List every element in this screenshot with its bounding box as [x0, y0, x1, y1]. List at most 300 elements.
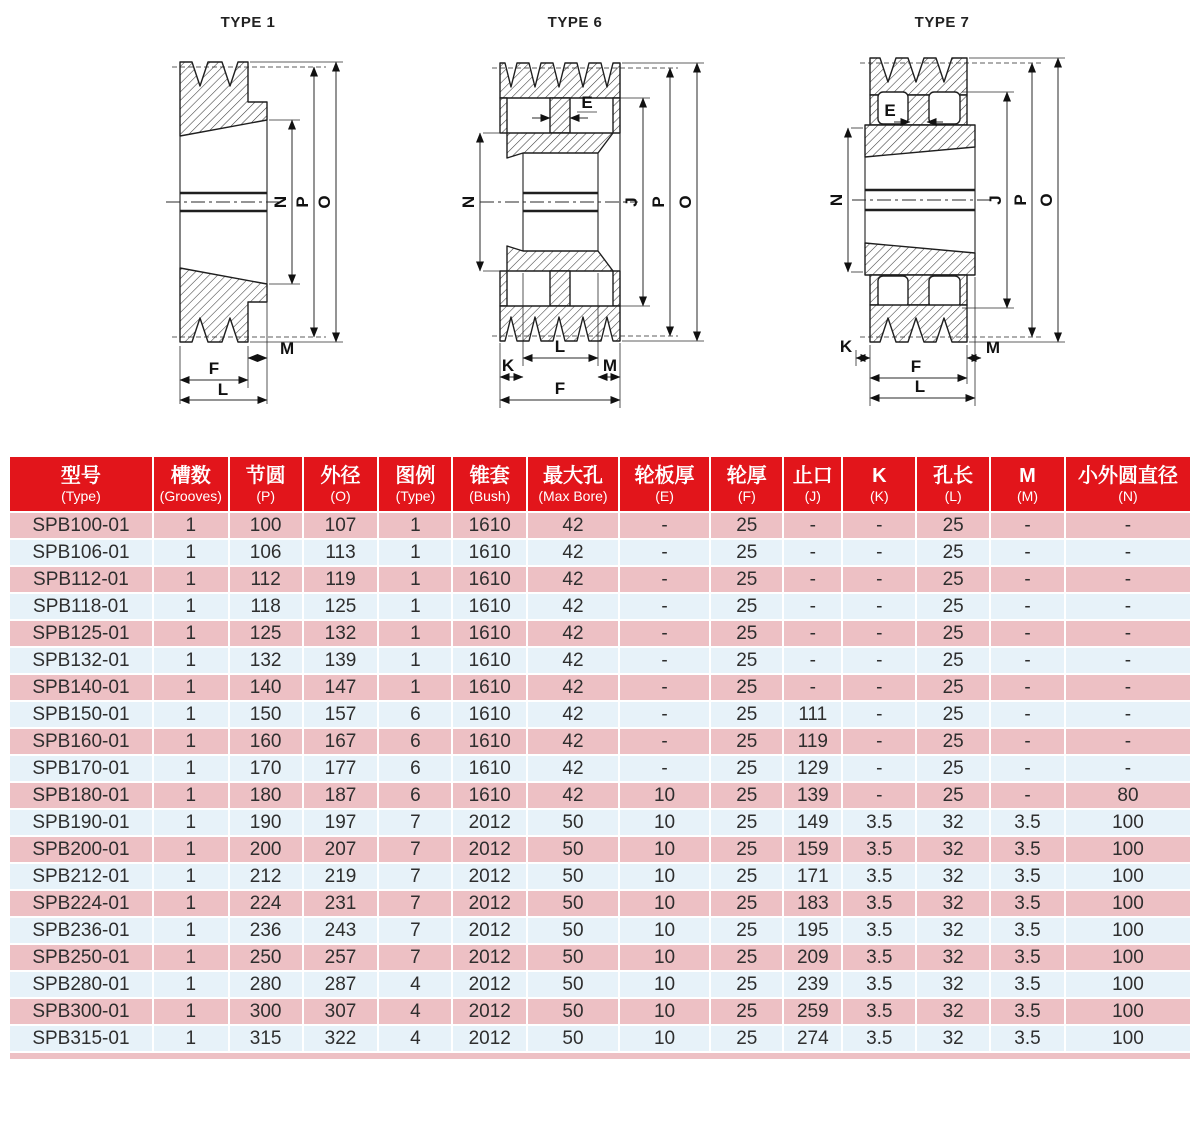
lightening-window: [878, 276, 908, 308]
table-cell: 1: [153, 836, 229, 863]
table-row: [9, 998, 1191, 1025]
type1-pulley-drawing: [130, 40, 410, 410]
table-cell: 315: [229, 1025, 303, 1052]
table-cell: 42: [527, 539, 619, 566]
table-cell: -: [990, 782, 1065, 809]
table-cell: 195: [783, 917, 842, 944]
dim-label-p: P: [293, 196, 312, 208]
table-cell: 129: [783, 755, 842, 782]
table-cell: 1610: [452, 620, 527, 647]
table-cell: 25: [710, 917, 783, 944]
table-cell: 243: [303, 917, 379, 944]
table-cell: 250: [229, 944, 303, 971]
table-cell: 190: [229, 809, 303, 836]
table-cell: 3.5: [990, 944, 1065, 971]
table-cell: -: [990, 593, 1065, 620]
table-cell: 170: [229, 755, 303, 782]
table-cell: 6: [378, 755, 452, 782]
type6-dimensions: [459, 63, 704, 408]
dim-label-p: P: [649, 196, 668, 208]
table-cell: -: [619, 755, 711, 782]
table-cell: 3.5: [990, 1025, 1065, 1052]
table-cell: 10: [619, 917, 711, 944]
table-cell: 2012: [452, 917, 527, 944]
diagram-title-type6: TYPE 6: [547, 14, 603, 31]
table-cell: -: [783, 647, 842, 674]
table-cell: 50: [527, 809, 619, 836]
table-cell: 25: [916, 647, 990, 674]
table-cell: -: [842, 701, 916, 728]
table-cell: 3.5: [990, 971, 1065, 998]
table-cell: 100: [1065, 836, 1191, 863]
table-cell: 1: [153, 782, 229, 809]
table-cell: 1610: [452, 701, 527, 728]
table-cell: 1610: [452, 755, 527, 782]
table-cell: 50: [527, 917, 619, 944]
table-cell: 25: [710, 647, 783, 674]
column-header-en: (Type): [61, 488, 101, 504]
table-cell: SPB112-01: [9, 566, 153, 593]
column-header: [378, 456, 452, 512]
table-cell: -: [619, 593, 711, 620]
column-header: [303, 456, 379, 512]
pulley-spec-table: [8, 455, 1192, 1053]
table-cell: 4: [378, 998, 452, 1025]
table-cell: 42: [527, 782, 619, 809]
table-cell: -: [619, 647, 711, 674]
table-cell: 224: [229, 890, 303, 917]
table-cell: -: [990, 620, 1065, 647]
column-header-en: (Grooves): [159, 488, 222, 504]
table-row: [9, 701, 1191, 728]
table-cell: 42: [527, 647, 619, 674]
table-row: [9, 593, 1191, 620]
table-cell: -: [783, 512, 842, 539]
table-cell: 25: [710, 782, 783, 809]
dim-label-o: O: [315, 195, 334, 209]
table-cell: 2012: [452, 836, 527, 863]
table-cell: 107: [303, 512, 379, 539]
table-cell: 149: [783, 809, 842, 836]
table-cell: 1: [153, 620, 229, 647]
table-cell: 25: [710, 512, 783, 539]
table-cell: 50: [527, 890, 619, 917]
table-cell: 171: [783, 863, 842, 890]
table-cell: -: [842, 674, 916, 701]
table-cell: 1: [378, 647, 452, 674]
table-cell: 32: [916, 809, 990, 836]
table-cell: 7: [378, 863, 452, 890]
table-cell: -: [990, 539, 1065, 566]
table-cell: 32: [916, 890, 990, 917]
table-row: [9, 512, 1191, 539]
table-cell: SPB224-01: [9, 890, 153, 917]
table-cell: 7: [378, 836, 452, 863]
table-cell: SPB118-01: [9, 593, 153, 620]
column-header-zh: 孔长: [933, 465, 974, 487]
table-cell: 32: [916, 917, 990, 944]
table-cell: 100: [1065, 809, 1191, 836]
table-row: [9, 890, 1191, 917]
dim-label-m: M: [280, 339, 295, 358]
table-cell: 3.5: [842, 1025, 916, 1052]
dim-label-l: L: [554, 337, 566, 356]
column-header-zh: 小外圆直径: [1077, 465, 1178, 487]
table-cell: 1: [378, 620, 452, 647]
table-cell: 212: [229, 863, 303, 890]
table-cell: 197: [303, 809, 379, 836]
dim-label-k: K: [501, 356, 515, 375]
table-cell: 3.5: [842, 971, 916, 998]
table-cell: 4: [378, 1025, 452, 1052]
table-cell: 287: [303, 971, 379, 998]
table-cell: 236: [229, 917, 303, 944]
table-cell: 1610: [452, 728, 527, 755]
table-cell: 3.5: [842, 998, 916, 1025]
column-header-en: (Type): [395, 488, 436, 504]
table-cell: 1: [153, 917, 229, 944]
table-cell: 1: [153, 593, 229, 620]
table-cell: SPB140-01: [9, 674, 153, 701]
table-cell: SPB106-01: [9, 539, 153, 566]
column-header: [710, 456, 783, 512]
column-header-zh: K: [872, 465, 887, 487]
table-cell: 2012: [452, 890, 527, 917]
table-cell: 3.5: [842, 863, 916, 890]
table-cell: 42: [527, 674, 619, 701]
table-cell: 119: [303, 566, 379, 593]
table-cell: 25: [710, 566, 783, 593]
table-cell: 1610: [452, 782, 527, 809]
table-cell: 10: [619, 971, 711, 998]
spec-table-section: [8, 455, 1192, 1059]
table-cell: -: [1065, 674, 1191, 701]
lightening-window: [929, 92, 960, 124]
column-header-en: (K): [869, 488, 889, 504]
table-cell: 50: [527, 944, 619, 971]
table-cell: 1: [153, 512, 229, 539]
table-cell: 180: [229, 782, 303, 809]
column-header: [842, 456, 916, 512]
table-cell: 25: [710, 593, 783, 620]
dim-label-l: L: [217, 380, 229, 399]
table-cell: 231: [303, 890, 379, 917]
table-cell: -: [783, 674, 842, 701]
table-cell: -: [990, 566, 1065, 593]
table-cell: 1: [378, 512, 452, 539]
table-cell: -: [619, 566, 711, 593]
table-cell: 6: [378, 782, 452, 809]
table-cell: 25: [710, 863, 783, 890]
table-cell: -: [1065, 620, 1191, 647]
table-cell: 32: [916, 863, 990, 890]
table-cell: 280: [229, 971, 303, 998]
table-cell: 100: [1065, 998, 1191, 1025]
table-cell: 10: [619, 890, 711, 917]
table-cell: -: [1065, 566, 1191, 593]
table-cell: 159: [783, 836, 842, 863]
column-header: [452, 456, 527, 512]
table-cell: 25: [916, 593, 990, 620]
column-header: [619, 456, 711, 512]
table-cell: -: [783, 539, 842, 566]
table-cell: 259: [783, 998, 842, 1025]
column-header: [1065, 456, 1191, 512]
table-cell: 10: [619, 782, 711, 809]
table-cell: 139: [783, 782, 842, 809]
type6-pulley-drawing: [450, 40, 750, 420]
table-cell: 50: [527, 836, 619, 863]
table-cell: 25: [916, 566, 990, 593]
column-header: [990, 456, 1065, 512]
table-cell: 307: [303, 998, 379, 1025]
table-cell: 1: [378, 539, 452, 566]
dim-label-j: J: [622, 197, 641, 207]
table-cell: 118: [229, 593, 303, 620]
table-cell: 25: [710, 728, 783, 755]
table-cell: 1: [378, 566, 452, 593]
dim-label-n: N: [459, 195, 478, 209]
table-cell: 1: [153, 728, 229, 755]
table-cell: 1610: [452, 566, 527, 593]
table-row: [9, 755, 1191, 782]
table-cell: 274: [783, 1025, 842, 1052]
table-cell: 10: [619, 998, 711, 1025]
dim-label-n: N: [827, 193, 846, 207]
table-cell: SPB280-01: [9, 971, 153, 998]
table-cell: 32: [916, 998, 990, 1025]
table-cell: 1: [153, 971, 229, 998]
table-cell: 7: [378, 944, 452, 971]
table-cell: 150: [229, 701, 303, 728]
table-cell: 2012: [452, 863, 527, 890]
table-cell: 239: [783, 971, 842, 998]
table-cell: 25: [916, 539, 990, 566]
table-cell: 10: [619, 944, 711, 971]
table-cell: 1: [153, 674, 229, 701]
table-cell: 4: [378, 971, 452, 998]
table-cell: SPB190-01: [9, 809, 153, 836]
table-cell: 10: [619, 863, 711, 890]
table-cell: 139: [303, 647, 379, 674]
table-cell: -: [842, 566, 916, 593]
table-cell: 25: [710, 620, 783, 647]
column-header-en: (N): [1118, 488, 1138, 504]
table-cell: 207: [303, 836, 379, 863]
table-row: [9, 809, 1191, 836]
column-header: [9, 456, 153, 512]
table-cell: 50: [527, 863, 619, 890]
table-cell: 1: [153, 809, 229, 836]
table-cell: 3.5: [842, 944, 916, 971]
table-cell: SPB236-01: [9, 917, 153, 944]
table-row: [9, 1025, 1191, 1052]
table-cell: -: [842, 782, 916, 809]
table-cell: 32: [916, 944, 990, 971]
table-row: [9, 782, 1191, 809]
table-cell: 106: [229, 539, 303, 566]
table-cell: 125: [303, 593, 379, 620]
column-header-zh: 型号: [60, 465, 101, 487]
table-cell: -: [842, 512, 916, 539]
table-cell: SPB100-01: [9, 512, 153, 539]
table-cell: -: [619, 539, 711, 566]
column-header-zh: 锥套: [469, 465, 510, 487]
table-cell: 3.5: [842, 890, 916, 917]
column-header-en: (M): [1017, 488, 1039, 504]
table-cell: -: [990, 512, 1065, 539]
table-cell: 7: [378, 809, 452, 836]
table-cell: 157: [303, 701, 379, 728]
table-cell: 3.5: [990, 890, 1065, 917]
table-cell: 100: [229, 512, 303, 539]
table-cell: 3.5: [990, 863, 1065, 890]
table-cell: 100: [1065, 890, 1191, 917]
column-header: [916, 456, 990, 512]
column-header-zh: 图例: [395, 465, 436, 487]
table-cell: -: [990, 728, 1065, 755]
diagram-title-type7: TYPE 7: [914, 14, 970, 31]
table-cell: SPB212-01: [9, 863, 153, 890]
column-header-en: (O): [330, 488, 351, 504]
column-header-zh: 轮厚: [726, 465, 767, 487]
table-cell: -: [783, 593, 842, 620]
dim-label-f: F: [910, 357, 922, 376]
table-cell: 3.5: [842, 836, 916, 863]
table-cell: 42: [527, 512, 619, 539]
table-cell: 25: [916, 701, 990, 728]
table-cell: -: [783, 566, 842, 593]
table-cell: SPB315-01: [9, 1025, 153, 1052]
column-header: [153, 456, 229, 512]
table-cell: 219: [303, 863, 379, 890]
table-cell: 1: [153, 1025, 229, 1052]
table-cell: 257: [303, 944, 379, 971]
table-cell: 1610: [452, 647, 527, 674]
table-cell: SPB250-01: [9, 944, 153, 971]
diagram-title-type1: TYPE 1: [220, 14, 276, 31]
table-cell: -: [842, 620, 916, 647]
table-cell: 2012: [452, 944, 527, 971]
table-cell: 209: [783, 944, 842, 971]
table-cell: 1610: [452, 674, 527, 701]
table-cell: 6: [378, 728, 452, 755]
table-row: [9, 674, 1191, 701]
column-header-zh: 止口: [792, 465, 833, 487]
column-header-zh: 槽数: [170, 465, 211, 487]
column-header: [527, 456, 619, 512]
table-cell: 3.5: [990, 836, 1065, 863]
table-cell: 50: [527, 971, 619, 998]
table-cell: 322: [303, 1025, 379, 1052]
table-cell: 1: [378, 593, 452, 620]
table-row: [9, 539, 1191, 566]
table-cell: 50: [527, 1025, 619, 1052]
table-cell: 2012: [452, 971, 527, 998]
table-cell: 80: [1065, 782, 1191, 809]
lightening-window: [929, 276, 960, 308]
type7-pulley-drawing: [810, 40, 1110, 430]
table-cell: -: [1065, 593, 1191, 620]
table-cell: -: [619, 701, 711, 728]
table-cell: 32: [916, 836, 990, 863]
column-header-en: (E): [655, 488, 674, 504]
table-cell: 167: [303, 728, 379, 755]
table-cell: -: [842, 539, 916, 566]
table-cell: 25: [710, 890, 783, 917]
table-cell: 42: [527, 566, 619, 593]
column-header-zh: 最大孔: [542, 465, 603, 487]
dim-label-o: O: [1037, 193, 1056, 207]
table-cell: SPB300-01: [9, 998, 153, 1025]
table-cell: SPB150-01: [9, 701, 153, 728]
table-cell: 25: [916, 728, 990, 755]
table-cell: 32: [916, 1025, 990, 1052]
table-cell: 25: [710, 971, 783, 998]
table-cell: 25: [916, 782, 990, 809]
table-cell: 3.5: [990, 917, 1065, 944]
table-row: [9, 971, 1191, 998]
table-cell: SPB132-01: [9, 647, 153, 674]
table-cell: 3.5: [990, 998, 1065, 1025]
table-cell: 132: [229, 647, 303, 674]
table-cell: 1: [153, 566, 229, 593]
table-cell: 3.5: [842, 809, 916, 836]
table-cell: 100: [1065, 944, 1191, 971]
table-cell: 1: [153, 647, 229, 674]
table-cell: 25: [916, 512, 990, 539]
table-cell: 1610: [452, 593, 527, 620]
dim-label-l: L: [914, 377, 926, 396]
table-cell: -: [783, 620, 842, 647]
table-cell: 140: [229, 674, 303, 701]
column-header-zh: M: [1019, 465, 1036, 487]
table-cell: 25: [710, 998, 783, 1025]
dim-label-e: E: [884, 101, 896, 120]
table-cell: 25: [710, 836, 783, 863]
table-cell: 10: [619, 836, 711, 863]
column-header-zh: 轮板厚: [634, 465, 695, 487]
dim-label-f: F: [554, 379, 566, 398]
table-cell: 1610: [452, 539, 527, 566]
table-cell: SPB200-01: [9, 836, 153, 863]
table-row: [9, 863, 1191, 890]
table-cell: 25: [916, 620, 990, 647]
table-cell: SPB160-01: [9, 728, 153, 755]
table-cell: -: [990, 674, 1065, 701]
table-cell: -: [990, 701, 1065, 728]
table-cell: 1: [153, 890, 229, 917]
column-header-en: (F): [737, 488, 756, 504]
table-cell: 1: [153, 944, 229, 971]
table-cell: 7: [378, 890, 452, 917]
column-header-zh: 节圆: [245, 465, 286, 487]
table-cell: 147: [303, 674, 379, 701]
table-cell: 111: [783, 701, 842, 728]
table-cell: 187: [303, 782, 379, 809]
table-cell: -: [990, 647, 1065, 674]
table-cell: 25: [710, 674, 783, 701]
table-cell: -: [842, 647, 916, 674]
table-cell: 113: [303, 539, 379, 566]
dim-label-m: M: [602, 356, 618, 375]
table-row: [9, 917, 1191, 944]
table-cell: SPB125-01: [9, 620, 153, 647]
table-cell: -: [1065, 755, 1191, 782]
table-cell: -: [842, 593, 916, 620]
column-header: [229, 456, 303, 512]
table-cell: -: [1065, 647, 1191, 674]
